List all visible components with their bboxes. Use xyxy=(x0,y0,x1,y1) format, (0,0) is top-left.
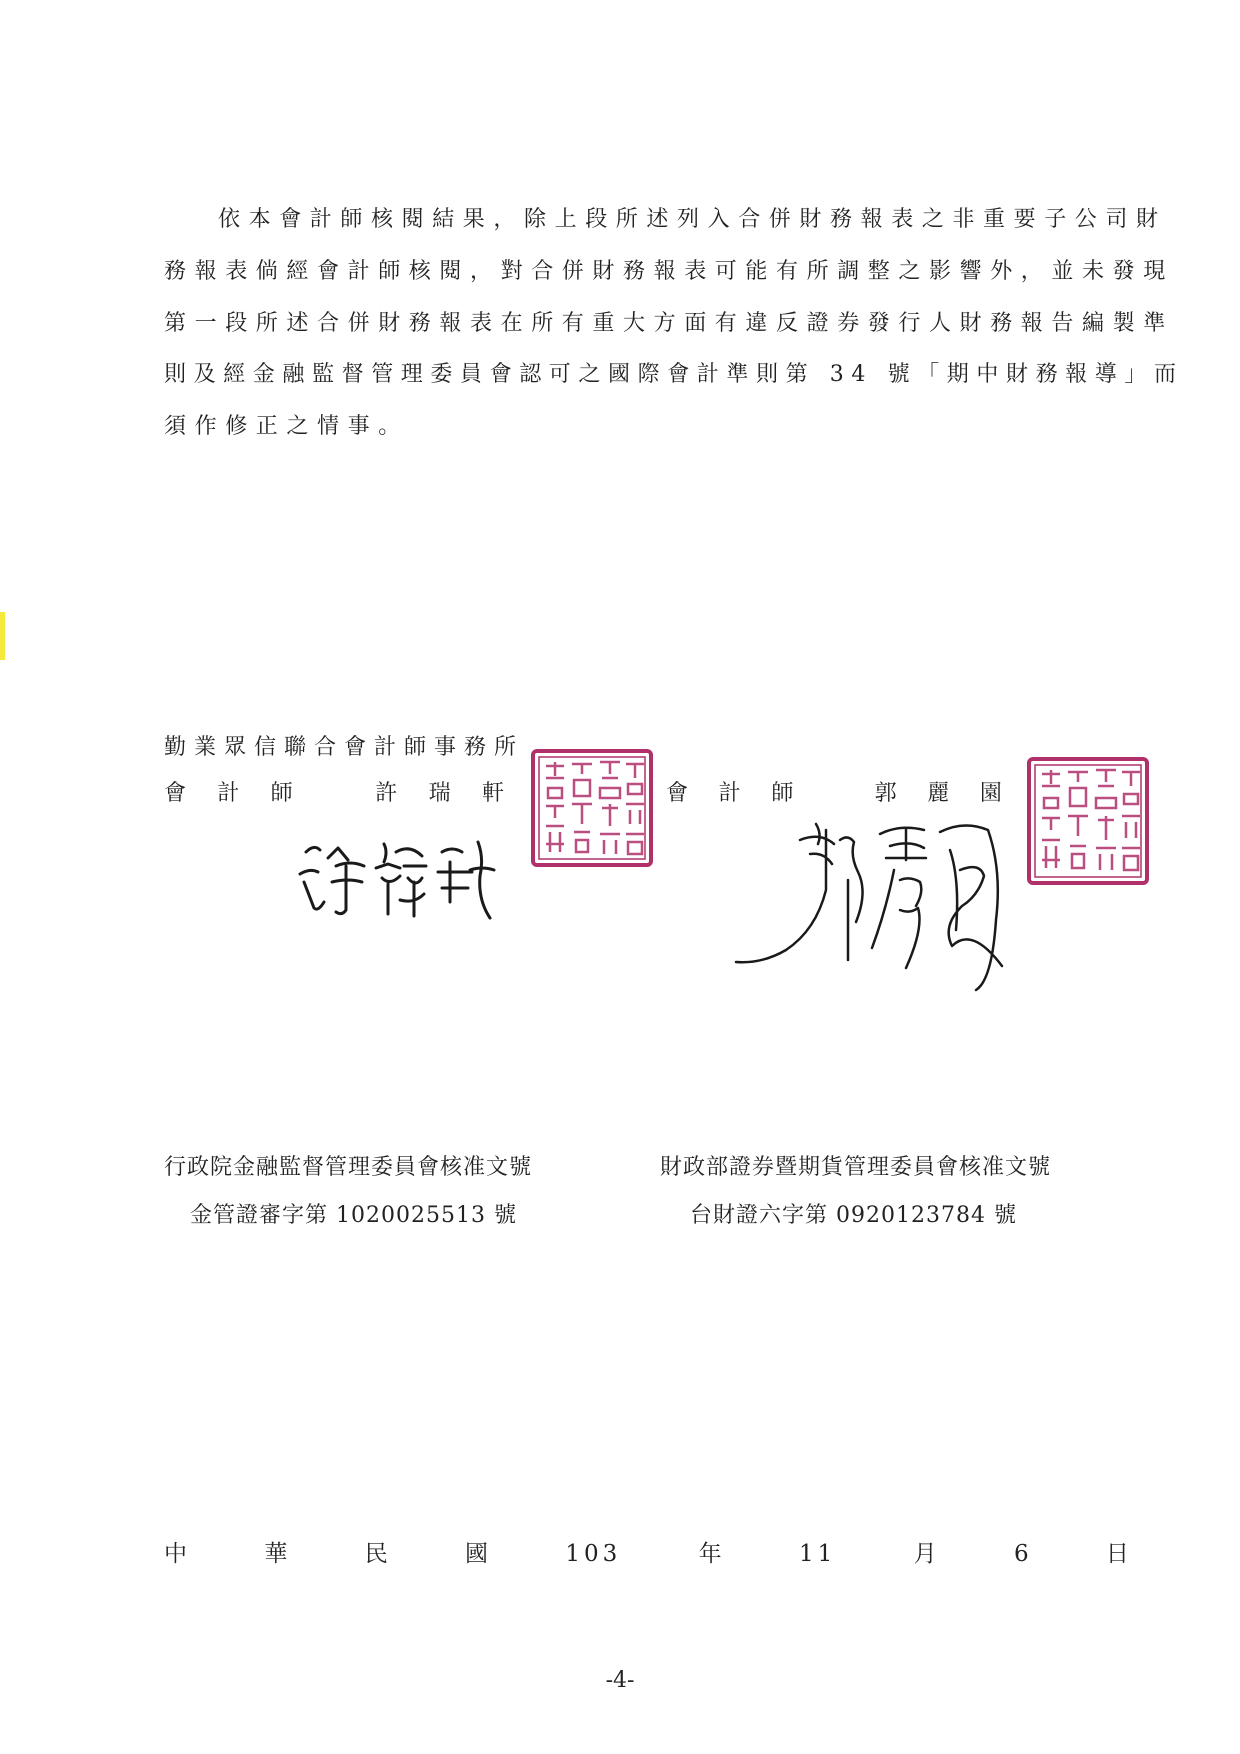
paragraph-line-3: 第一段所述合併財務報表在所有重大方面有違反證券發行人財務報告編製準 xyxy=(164,311,1174,336)
accountant-title-char: 計 xyxy=(217,781,240,806)
accountant-1-line xyxy=(164,780,504,808)
accountant-title-char: 計 xyxy=(718,781,741,806)
margin-highlight-mark xyxy=(0,612,5,660)
accountant-name-char: 軒 xyxy=(481,781,504,806)
accountant-seal-1 xyxy=(530,748,654,868)
page-number: -4- xyxy=(605,1668,635,1693)
date-part: 民 xyxy=(364,1541,388,1567)
accountant-title-char: 師 xyxy=(771,781,794,806)
date-day: 6 xyxy=(1013,1541,1029,1567)
report-date xyxy=(164,1540,1129,1568)
accountant-title-char: 會 xyxy=(164,781,187,806)
date-part: 年 xyxy=(698,1541,722,1567)
paragraph-line-4: 則及經金融監督管理委員會認可之國際會計準則第 34 號「期中財務報導」而 xyxy=(164,362,1184,387)
date-part: 中 xyxy=(164,1541,187,1567)
date-part: 月 xyxy=(913,1541,937,1567)
accountant-name-char: 瑞 xyxy=(428,781,451,806)
date-month: 11 xyxy=(798,1541,837,1567)
approval-number-2: 台財證六字第 0920123784 號 xyxy=(690,1203,1017,1228)
date-part: 國 xyxy=(465,1541,489,1567)
accountant-name-char: 許 xyxy=(375,781,398,806)
firm-name: 勤業眾信聯合會計師事務所 xyxy=(164,735,525,760)
paragraph-line-2: 務報表倘經會計師核閱，對合併財務報表可能有所調整之影響外，並未發現 xyxy=(164,259,1174,284)
accountant-name-char: 郭 xyxy=(874,781,897,806)
paragraph-line-5: 須作修正之情事。 xyxy=(164,414,409,439)
accountant-name-char: 園 xyxy=(979,781,1002,806)
accountant-name-char: 麗 xyxy=(927,781,950,806)
approval-authority-2: 財政部證券暨期貨管理委員會核准文號 xyxy=(660,1155,1052,1180)
paragraph-line-1: 依本會計師核閱結果，除上段所述列入合併財務報表之非重要子公司財 xyxy=(218,207,1167,232)
accountant-2-line xyxy=(666,780,1002,808)
accountant-seal-2 xyxy=(1026,756,1150,886)
approval-authority-1: 行政院金融監督管理委員會核准文號 xyxy=(164,1155,533,1180)
signature-2 xyxy=(730,810,1030,1010)
signature-1 xyxy=(292,822,532,932)
date-part: 華 xyxy=(264,1541,288,1567)
accountant-title-char: 師 xyxy=(270,781,293,806)
approval-number-1: 金管證審字第 1020025513 號 xyxy=(190,1203,517,1228)
date-part: 日 xyxy=(1105,1541,1129,1567)
date-year: 103 xyxy=(565,1541,622,1567)
accountant-title-char: 會 xyxy=(666,781,689,806)
